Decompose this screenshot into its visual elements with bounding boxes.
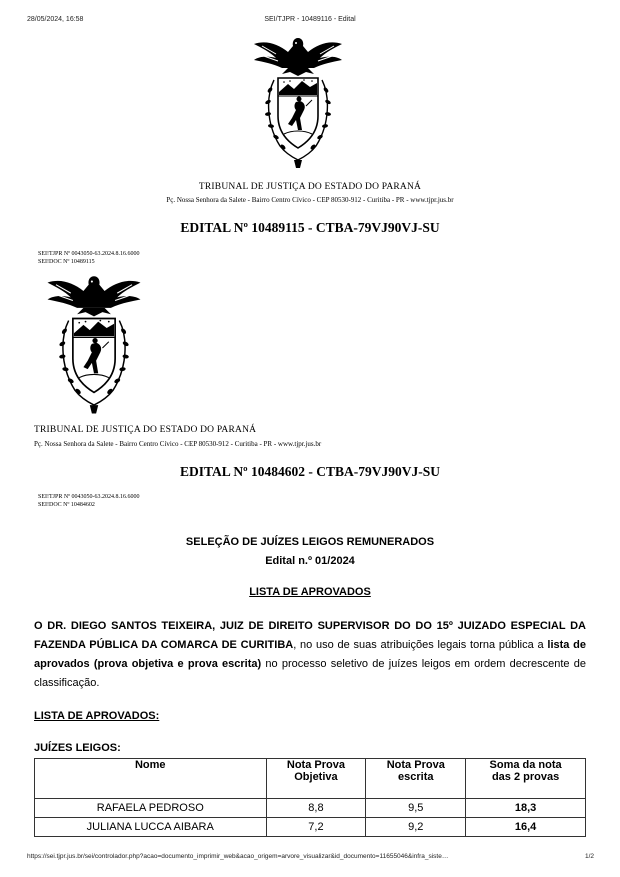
sei-doc-number: SEI!DOC Nº 10484602 <box>38 501 95 508</box>
court-name: TRIBUNAL DE JUSTIÇA DO ESTADO DO PARANÁ <box>34 425 257 435</box>
cell-objetiva: 7,2 <box>266 818 366 837</box>
approved-list-heading <box>0 586 620 598</box>
section-title: LISTA DE APROVADOS: <box>34 710 160 722</box>
parana-coat-of-arms-icon <box>34 272 154 422</box>
cell-escrita: 9,2 <box>366 818 466 837</box>
print-footer <box>0 853 620 865</box>
header-name: Nome <box>35 759 267 799</box>
print-datetime: 28/05/2024, 16:58 <box>27 16 84 23</box>
edital-title: EDITAL Nº 10484602 - CTBA-79VJ90VJ-SU <box>180 464 440 479</box>
results-table <box>34 758 586 837</box>
cell-objetiva: 8,8 <box>266 799 366 818</box>
approved-list-reference: lista de aprovados (prova objetiva e prova escrita) <box>34 639 587 670</box>
sei-process-number: SEI!TJPR Nº 0043050-63.2024.8.16.6000 <box>38 494 140 500</box>
cell-escrita: 9,5 <box>366 799 466 818</box>
judge-statement: O DR. DIEGO SANTOS TEIXEIRA, JUIZ DE DIREITO SUPERVISOR DO DO 15º JUIZADO ESPECIAL DA FAZENDA PÚBLICA DA COMARCA DE CURITIBA <box>34 620 586 651</box>
sei-reference <box>38 494 140 509</box>
court-address: Pç. Nossa Senhora da Salete - Bairro Centro Cívico - CEP 80530-912 - Curitiba - PR - www.tjpr.jus.br <box>166 196 454 204</box>
edital-title: EDITAL Nº 10489115 - CTBA-79VJ90VJ-SU <box>180 220 440 235</box>
print-header <box>0 16 620 28</box>
page-number: 1/2 <box>584 853 594 860</box>
subsection-title: JUÍZES LEIGOS: <box>34 742 121 754</box>
approved-list-heading-text: LISTA DE APROVADOS <box>249 586 371 598</box>
cell-soma: 16,4 <box>466 818 586 837</box>
header-soma: Soma da nota das 2 provas <box>466 759 586 799</box>
header-escrita: Nota Prova escrita <box>366 759 466 799</box>
announcement-paragraph <box>34 617 586 693</box>
edital-number-heading: Edital n.º 01/2024 <box>265 555 355 567</box>
cell-name: JULIANA LUCCA AIBARA <box>35 818 267 837</box>
cell-name: RAFAELA PEDROSO <box>35 799 267 818</box>
sei-process-number: SEI!TJPR Nº 0043050-63.2024.8.16.6000 <box>38 251 140 257</box>
paragraph-text-1: , no uso de suas atribuições legais torna pública a <box>293 639 548 651</box>
selection-heading: SELEÇÃO DE JUÍZES LEIGOS REMUNERADOS <box>185 536 435 548</box>
paragraph-text-2: no processo seletivo de juízes leigos em ordem decrescente de classificação. <box>34 658 586 689</box>
table-header-row <box>35 759 586 799</box>
parana-coat-of-arms-icon <box>248 34 348 176</box>
table-row <box>35 818 586 837</box>
sei-reference <box>38 251 140 266</box>
table-row <box>35 799 586 818</box>
sei-doc-number: SEI!DOC Nº 10489115 <box>38 258 95 265</box>
print-url[interactable]: https://sei.tjpr.jus.br/sei/controlador.php?acao=documento_imprimir_web&acao_origem=arvore_visualizar&id_documento=11655046&infra_siste… <box>27 853 449 860</box>
header-objetiva: Nota Prova Objetiva <box>266 759 366 799</box>
court-address: Pç. Nossa Senhora da Salete - Bairro Centro Cívico - CEP 80530-912 - Curitiba - PR - www.tjpr.jus.br <box>34 440 322 448</box>
court-name: TRIBUNAL DE JUSTIÇA DO ESTADO DO PARANÁ <box>198 182 422 192</box>
cell-soma: 18,3 <box>466 799 586 818</box>
print-doc-title: SEI/TJPR - 10489116 - Edital <box>264 16 356 23</box>
